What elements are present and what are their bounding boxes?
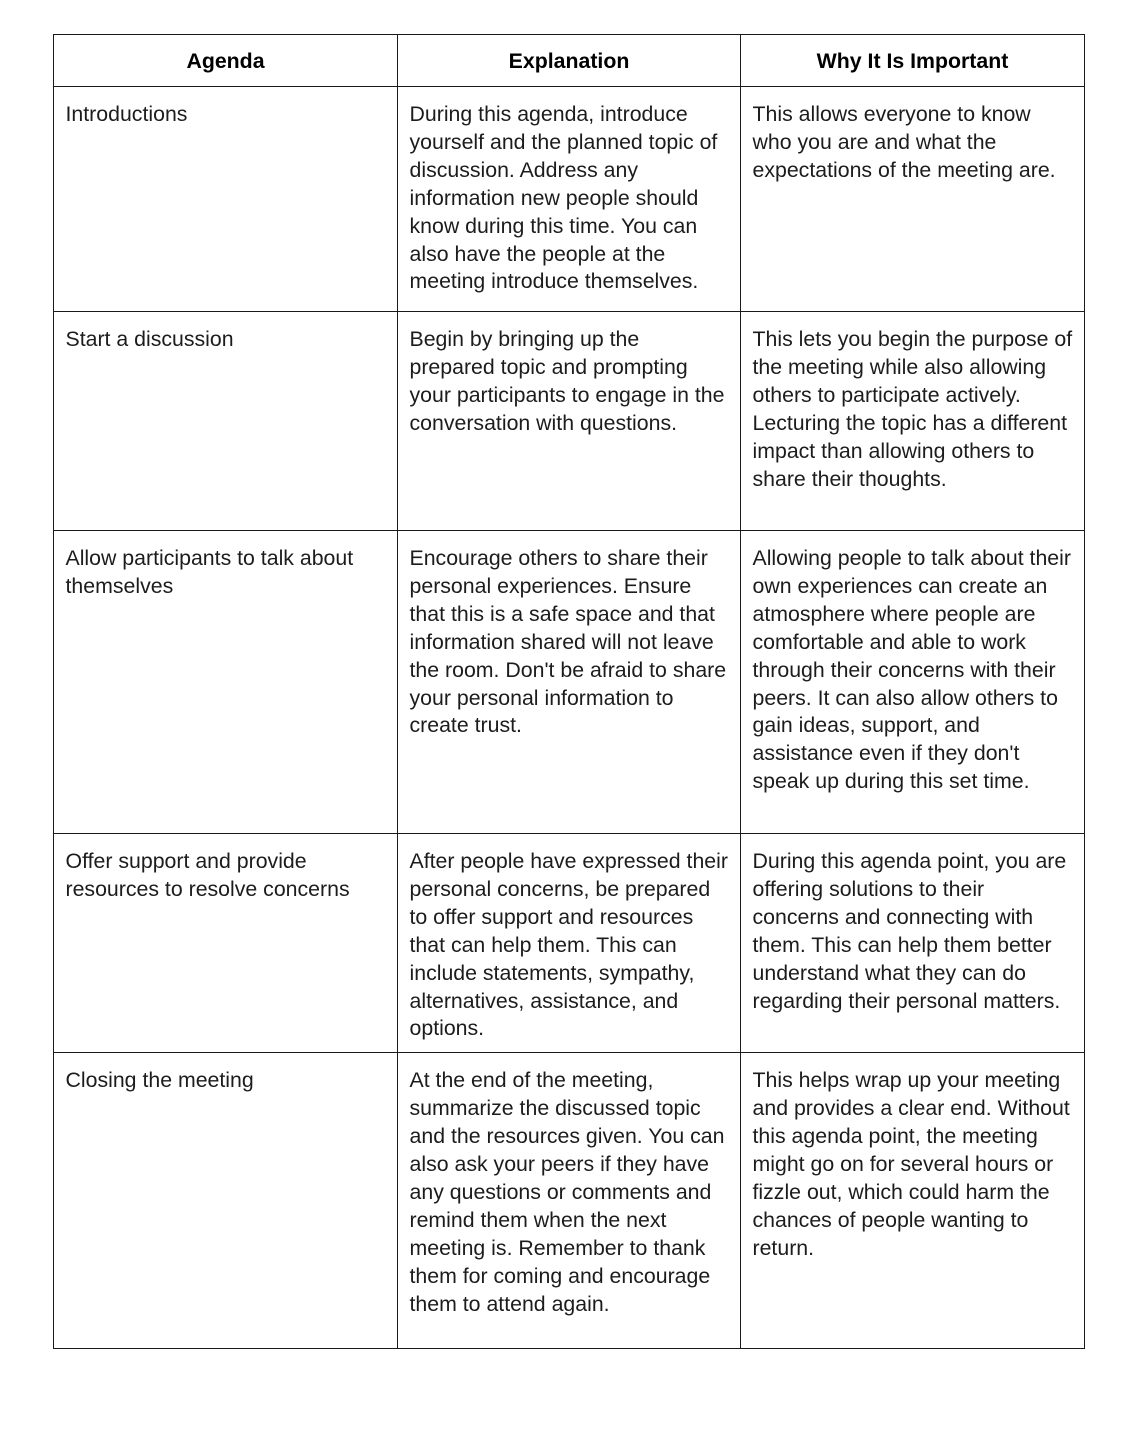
- importance-cell: This lets you begin the purpose of the meeting while also allowing others to participate actively. Lecturing the topic has a different impact than allowing others to share their thoughts.: [741, 312, 1085, 531]
- header-explanation: Explanation: [398, 35, 741, 87]
- table-row: [54, 1053, 1085, 1349]
- table-row: [54, 834, 1085, 1053]
- header-why-important: Why It Is Important: [741, 35, 1085, 87]
- importance-cell: This helps wrap up your meeting and provides a clear end. Without this agenda point, the meeting might go on for several hours or fizzle out, which could harm the chances of people wanting to return.: [741, 1053, 1085, 1349]
- agenda-table: [53, 34, 1085, 1349]
- explanation-cell: Encourage others to share their personal experiences. Ensure that this is a safe space and that information shared will not leave the room. Don't be afraid to share your personal information to create trust.: [398, 531, 741, 834]
- agenda-cell: Allow participants to talk about themselves: [54, 531, 398, 834]
- header-agenda: Agenda: [54, 35, 398, 87]
- agenda-cell: Closing the meeting: [54, 1053, 398, 1349]
- table-header-row: [54, 35, 1085, 87]
- table-row: [54, 312, 1085, 531]
- explanation-cell: During this agenda, introduce yourself and the planned topic of discussion. Address any information new people should know during this time. You can also have the people at the meeting introduce themselves.: [398, 87, 741, 312]
- importance-cell: Allowing people to talk about their own experiences can create an atmosphere where people are comfortable and able to work through their concerns with their peers. It can also allow others to gain ideas, support, and assistance even if they don't speak up during this set time.: [741, 531, 1085, 834]
- agenda-cell: Offer support and provide resources to resolve concerns: [54, 834, 398, 1053]
- importance-cell: During this agenda point, you are offering solutions to their concerns and connecting with them. This can help them better understand what they can do regarding their personal matters.: [741, 834, 1085, 1053]
- explanation-cell: Begin by bringing up the prepared topic and prompting your participants to engage in the conversation with questions.: [398, 312, 741, 531]
- table-row: [54, 531, 1085, 834]
- explanation-cell: After people have expressed their personal concerns, be prepared to offer support and resources that can help them. This can include statements, sympathy, alternatives, assistance, and options.: [398, 834, 741, 1053]
- agenda-cell: Start a discussion: [54, 312, 398, 531]
- explanation-cell: At the end of the meeting, summarize the discussed topic and the resources given. You can also ask your peers if they have any questions or comments and remind them when the next meeting is. Remember to thank them for coming and encourage them to attend again.: [398, 1053, 741, 1349]
- table-row: [54, 87, 1085, 312]
- importance-cell: This allows everyone to know who you are and what the expectations of the meeting are.: [741, 87, 1085, 312]
- agenda-cell: Introductions: [54, 87, 398, 312]
